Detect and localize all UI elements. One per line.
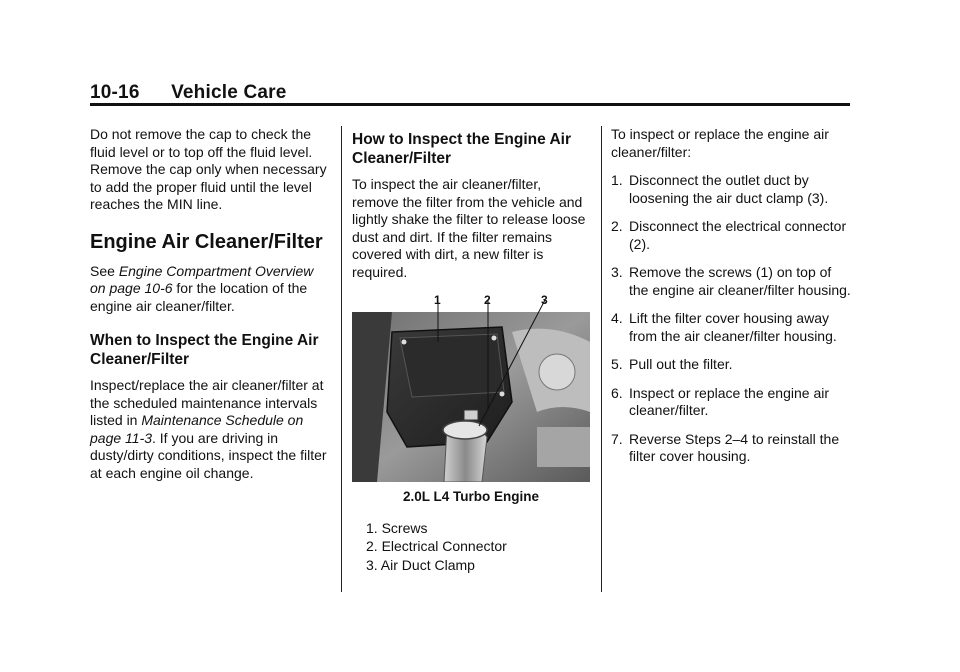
legend-item: 1. Screws: [366, 519, 428, 536]
how-to-inspect-heading: How to Inspect the Engine Air Cleaner/Filter: [352, 131, 572, 167]
engine-component: [539, 354, 575, 390]
inspect-prefix: Inspect/replace the air cleaner/filter at the scheduled maintenance intervals listed in: [90, 377, 324, 428]
step-text: Disconnect the electrical connector (2).: [629, 218, 847, 252]
callout-1: 1: [434, 293, 441, 307]
when-to-inspect-heading: When to Inspect the Engine Air Cleaner/Filter: [90, 332, 319, 368]
steps-intro: To inspect or replace the engine air cleaner/filter:: [611, 126, 829, 160]
inspect-suffix: . If you are driving in dusty/dirty conditions, inspect the filter at each engine oil change.: [90, 429, 327, 481]
how-to-inspect-paragraph: To inspect the air cleaner/filter, remove the filter from the vehicle and lightly shake the filter to release loose dust and dirt. If the filter remains covered with dirt, a new filter is required.: [352, 176, 586, 280]
electrical-connector: [464, 410, 478, 420]
column-left: [90, 126, 330, 493]
column-right: [611, 126, 851, 477]
callout-2: 2: [484, 293, 491, 307]
screw-icon: [500, 392, 505, 397]
legend-item: 2. Electrical Connector: [366, 538, 507, 554]
steps-list: [611, 172, 851, 466]
column-divider: [601, 126, 602, 592]
see-paragraph: [90, 263, 330, 316]
engine-air-cleaner-heading: Engine Air Cleaner/Filter: [90, 230, 323, 253]
page-number: 10-16: [90, 82, 140, 103]
compartment-overview-link[interactable]: Engine Compartment Overview on page 10-6: [90, 262, 314, 296]
see-prefix: See: [90, 262, 119, 279]
step-item: [611, 218, 851, 253]
engine-illustration: [352, 292, 590, 482]
step-number: 2.: [611, 218, 623, 234]
section-title: Vehicle Care: [171, 82, 287, 103]
step-item: [611, 310, 851, 345]
legend-item: 3. Air Duct Clamp: [366, 556, 475, 573]
engine-component: [537, 427, 590, 467]
step-text: Lift the filter cover housing away from the air cleaner/filter housing.: [629, 310, 837, 344]
column-middle: [352, 126, 590, 575]
step-text: Reverse Steps 2–4 to reinstall the filter cover housing.: [629, 430, 840, 464]
step-number: 4.: [611, 310, 623, 326]
step-number: 7.: [611, 430, 623, 447]
see-suffix: for the location of the engine air cleaner/filter.: [90, 280, 308, 314]
maintenance-schedule-link[interactable]: Maintenance Schedule on page 11-3: [90, 412, 304, 446]
step-item: [611, 431, 851, 466]
step-item: [611, 385, 851, 420]
step-number: 5.: [611, 356, 623, 372]
step-item: [611, 356, 851, 374]
engine-figure: [352, 292, 590, 482]
step-number: 1.: [611, 172, 623, 188]
step-text: Pull out the filter.: [629, 356, 733, 372]
intro-paragraph: Do not remove the cap to check the fluid level or to top off the fluid level. Remove the cap only when necessary to add the proper fluid until the level reaches the MIN line.: [90, 126, 327, 212]
callout-3: 3: [541, 293, 548, 307]
step-item: [611, 264, 851, 299]
step-number: 6.: [611, 384, 623, 401]
figure-caption: 2.0L L4 Turbo Engine: [402, 489, 539, 504]
screw-icon: [402, 340, 407, 345]
step-number: 3.: [611, 264, 623, 280]
inspect-paragraph: [90, 377, 330, 482]
step-text: Inspect or replace the engine air cleaner/filter.: [629, 384, 830, 418]
column-divider: [341, 126, 342, 592]
step-text: Remove the screws (1) on top of the engine air cleaner/filter housing.: [629, 264, 851, 298]
step-text: Disconnect the outlet duct by loosening the air duct clamp (3).: [629, 172, 829, 206]
header-rule: [90, 103, 850, 106]
figure-legend: [366, 520, 590, 575]
screw-icon: [492, 336, 497, 341]
step-item: [611, 172, 851, 207]
